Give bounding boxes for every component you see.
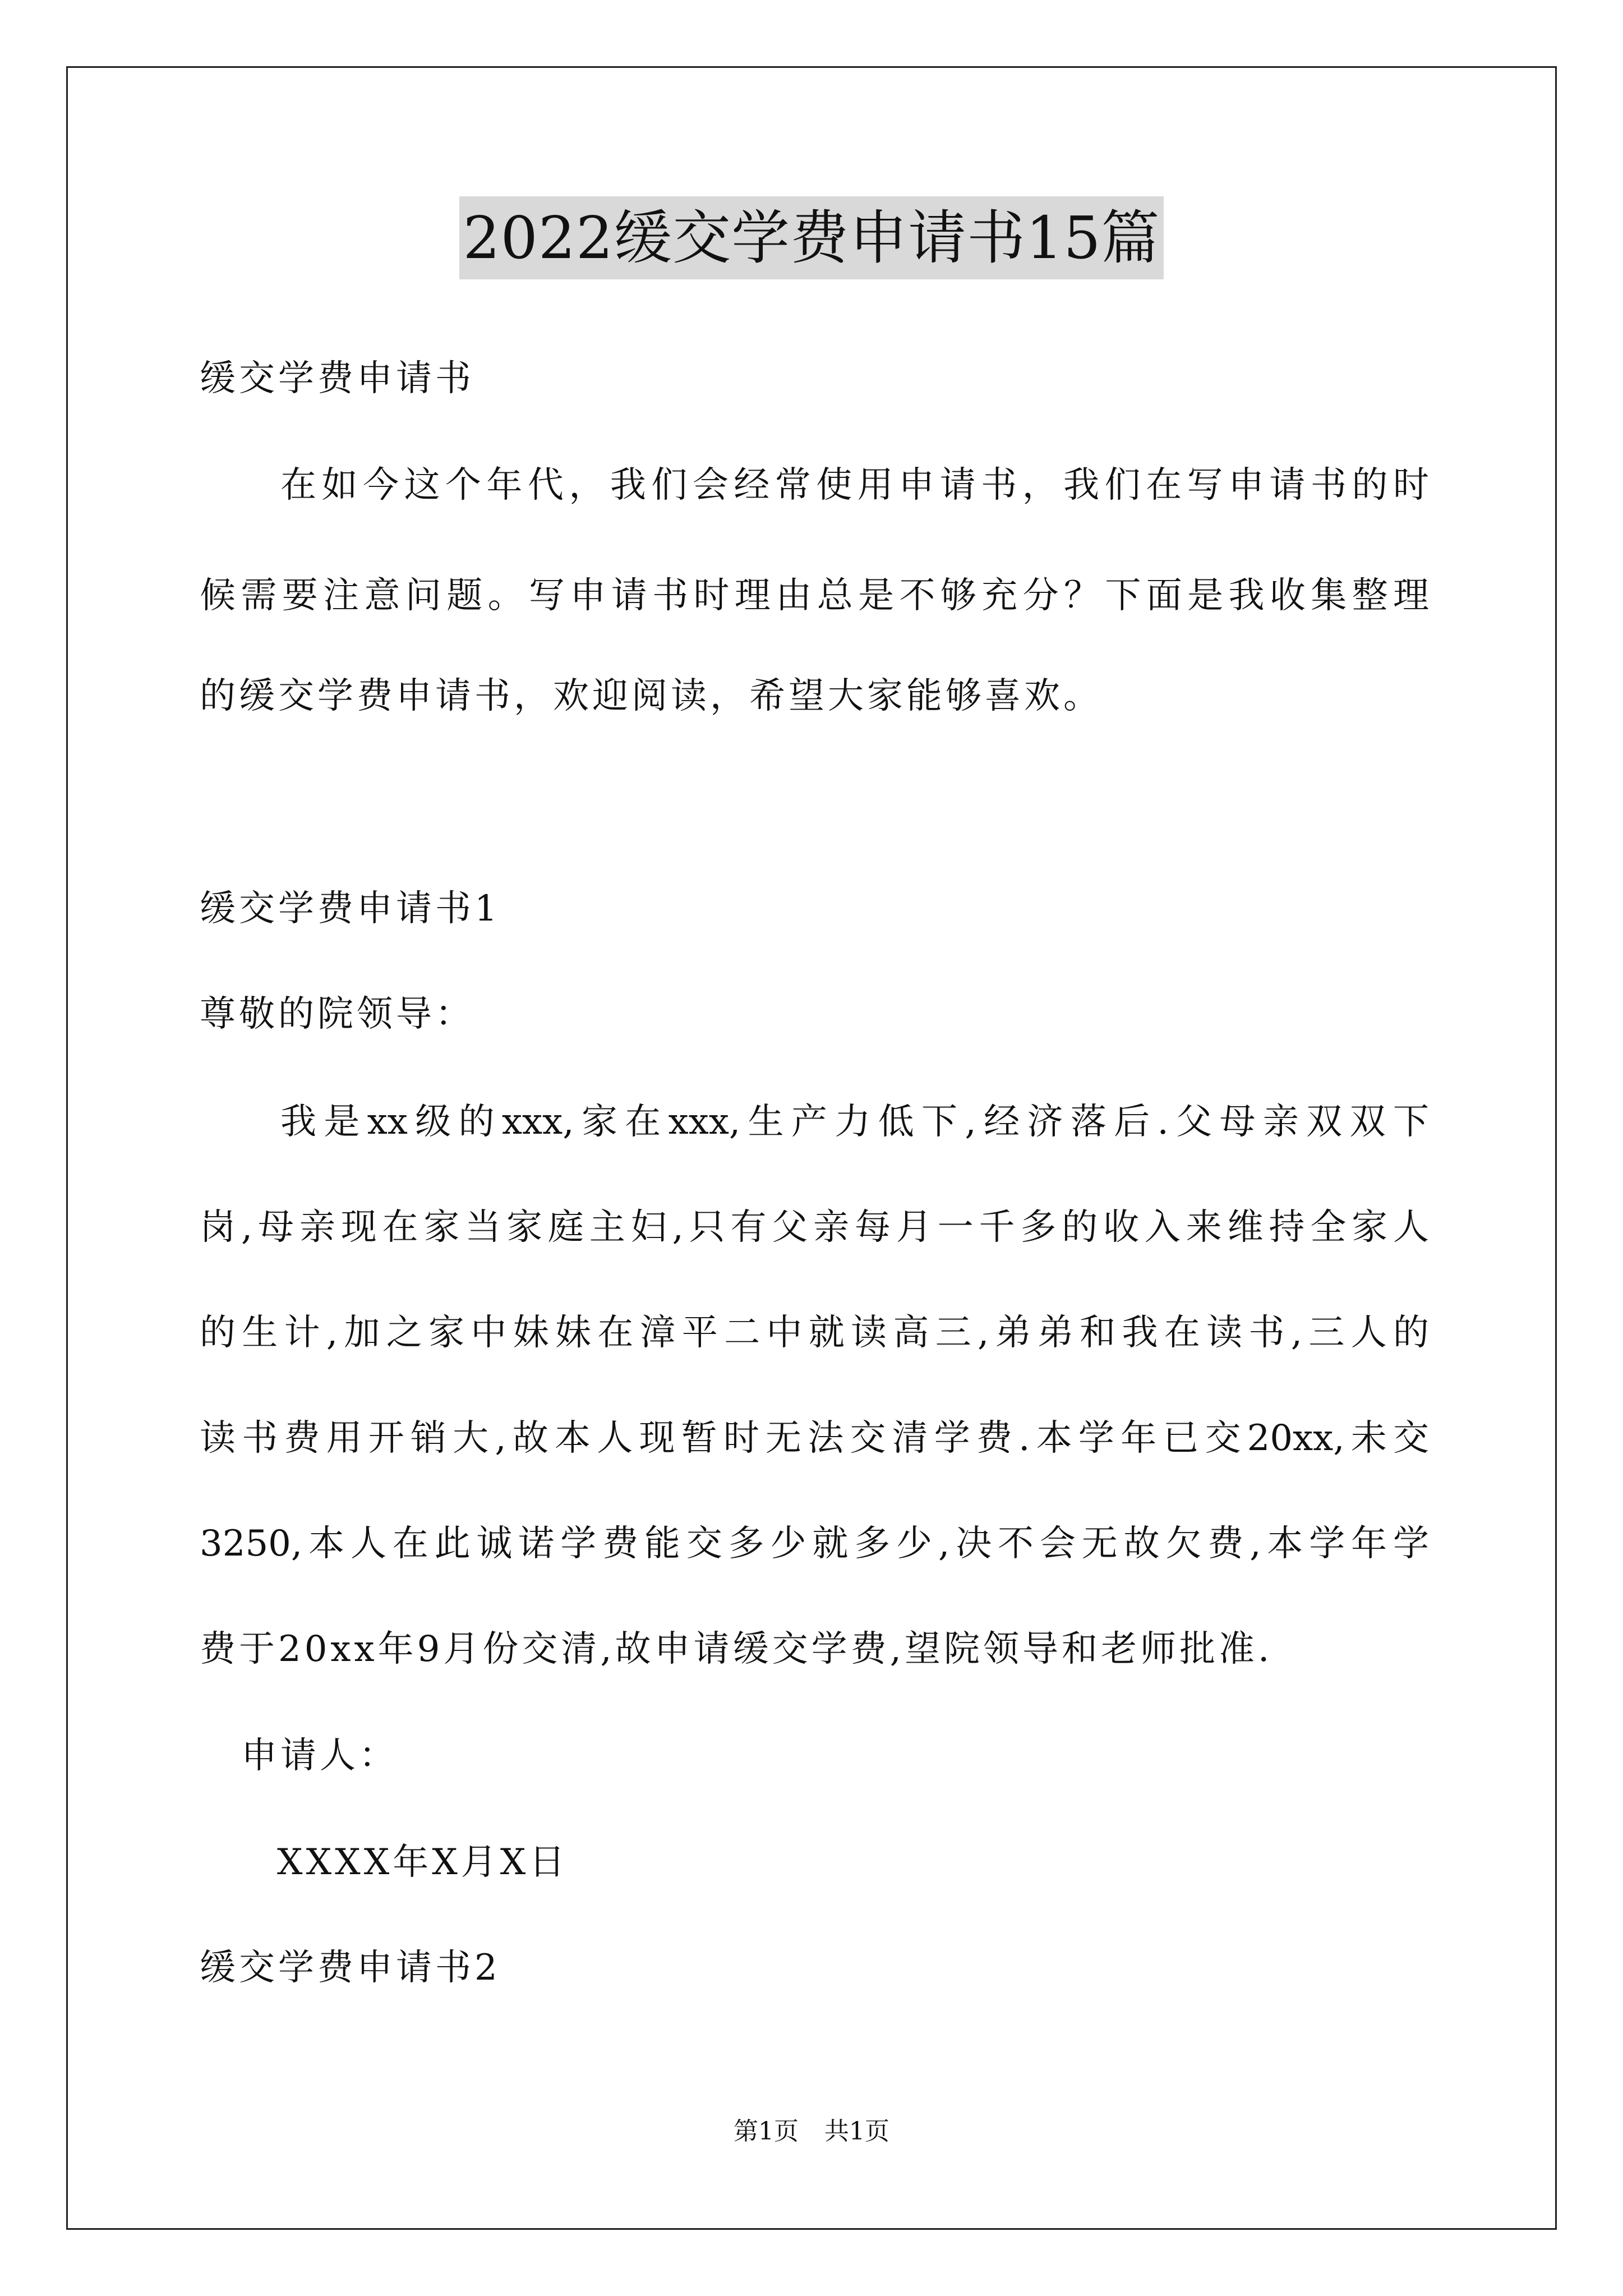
entry1-salutation: 尊敬的院领导： xyxy=(200,993,474,1035)
entry1-body-line-5: 3250,本人在此诚诺学费能交多少就多少,决不会无故欠费,本学年学 xyxy=(200,1523,1429,1565)
entry1-body-line-4: 读书费用开销大,故本人现暂时无法交清学费.本学年已交20xx,未交 xyxy=(200,1418,1429,1459)
entry2-heading: 缓交学费申请书2 xyxy=(200,1947,501,1989)
entry1-date: XXXX年X月X日 xyxy=(277,1842,569,1883)
intro-line-3: 的缓交学费申请书，欢迎阅读，希望大家能够喜欢。 xyxy=(200,675,1103,717)
footer-page-number: 第1页 xyxy=(734,2117,799,2146)
intro-line-2: 候需要注意问题。写申请书时理由总是不够充分？下面是我收集整理 xyxy=(200,575,1429,616)
entry1-body-line-3: 的生计,加之家中妹妹在漳平二中就读高三,弟弟和我在读书,三人的 xyxy=(200,1312,1429,1354)
document-title: 2022缓交学费申请书15篇 xyxy=(459,196,1163,279)
entry1-body-line-1: 我是xx级的xxx,家在xxx,生产力低下,经济落后.父母亲双双下 xyxy=(280,1101,1429,1143)
footer-page-total: 共1页 xyxy=(824,2117,889,2146)
page-footer xyxy=(0,2115,1623,2148)
entry1-body-line-2: 岗,母亲现在家当家庭主妇,只有父亲每月一千多的收入来维持全家人 xyxy=(200,1207,1429,1248)
entry1-applicant: 申请人： xyxy=(241,1735,398,1777)
entry1-body-line-6: 费于20xx年9月份交清,故申请缓交学费,望院领导和老师批准. xyxy=(200,1628,1273,1670)
title-container xyxy=(0,196,1623,279)
intro-line-1: 在如今这个年代，我们会经常使用申请书，我们在写申请书的时 xyxy=(280,464,1429,506)
entry1-heading: 缓交学费申请书1 xyxy=(200,888,501,930)
section-heading: 缓交学费申请书 xyxy=(200,358,474,399)
